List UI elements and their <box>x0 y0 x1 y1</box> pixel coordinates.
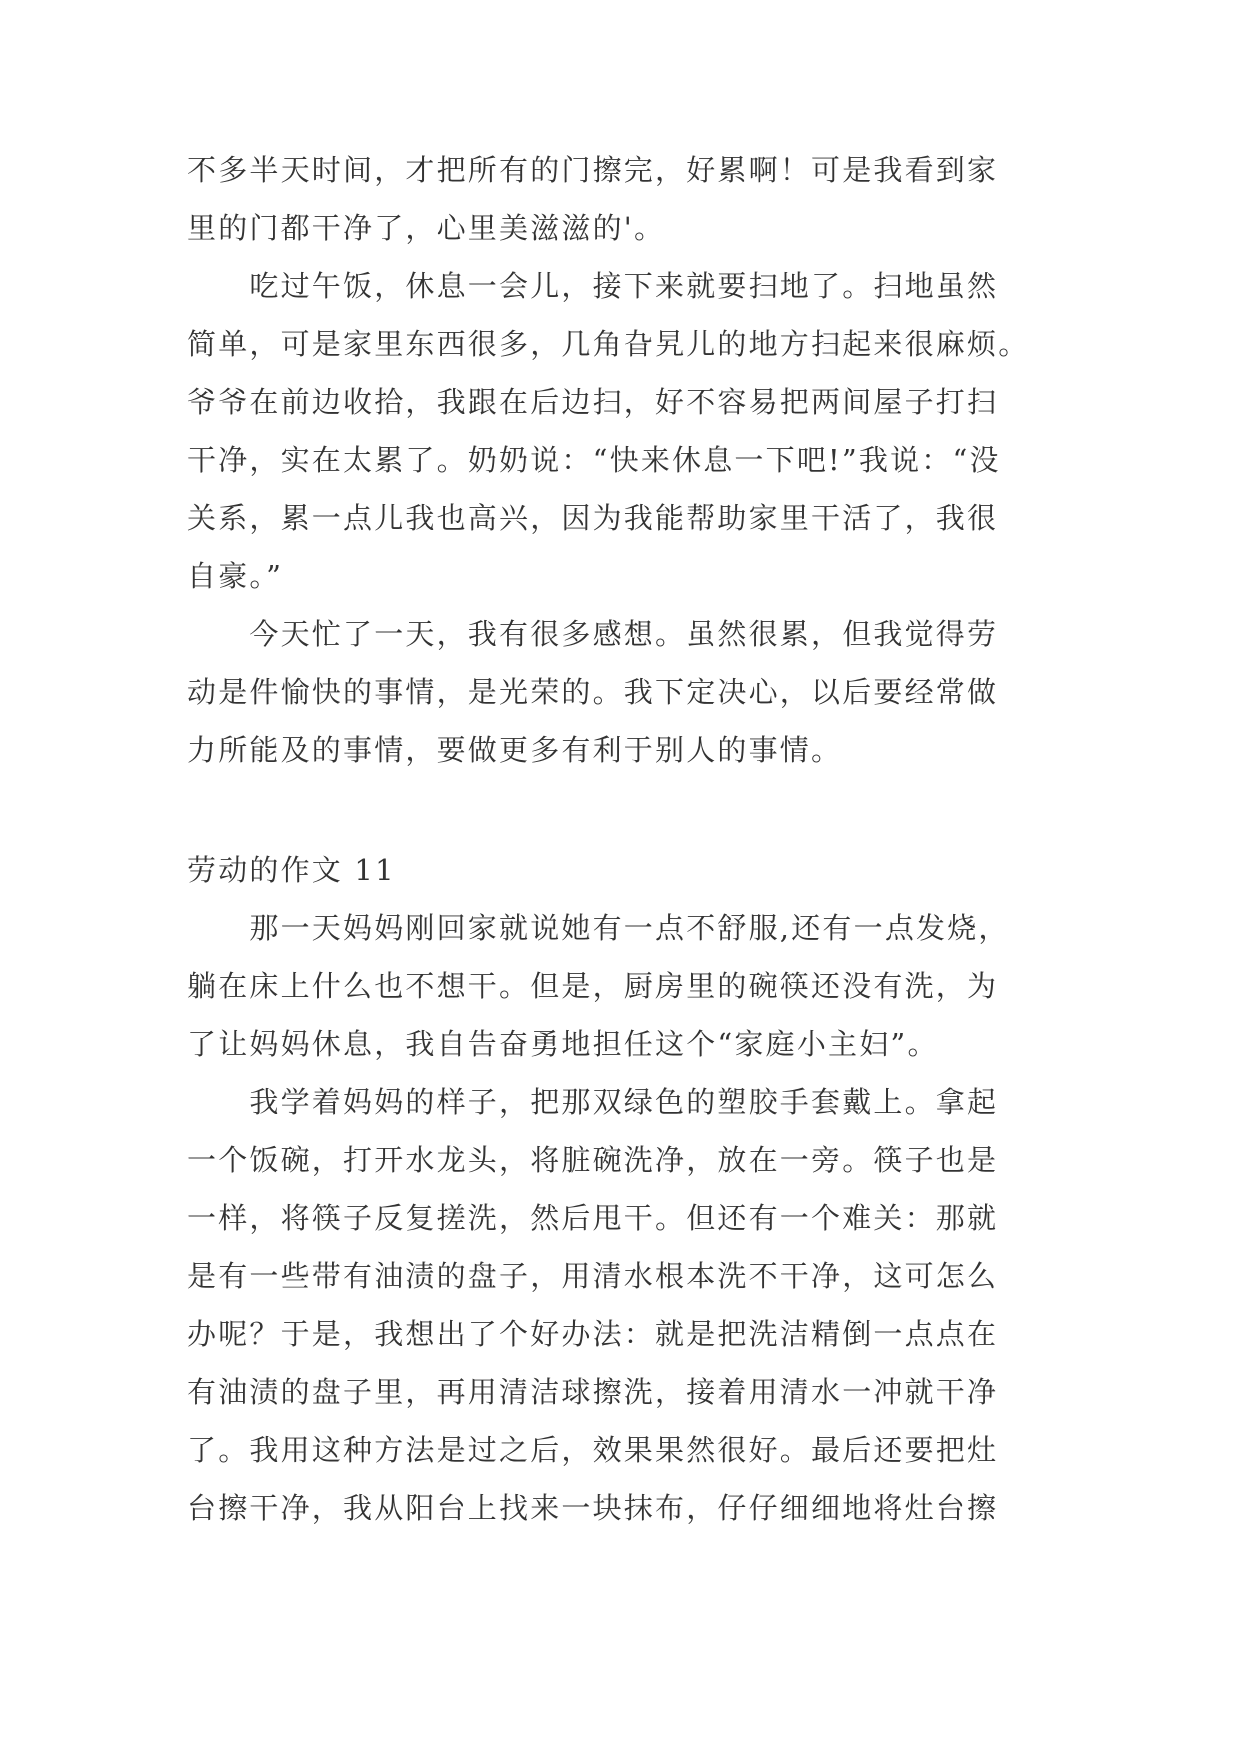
text-line: 不多半天时间，才把所有的门擦完，好累啊！可是我看到家 <box>187 153 999 187</box>
text-line: 关系，累一点儿我也高兴，因为我能帮助家里干活了，我很 <box>187 501 999 535</box>
text-line: 力所能及的事情，要做更多有利于别人的事情。 <box>187 733 843 767</box>
text-line: 那一天妈妈刚回家就说她有一点不舒服,还有一点发烧， <box>187 911 1010 945</box>
text-line: 简单，可是家里东西很多，几角旮旯儿的地方扫起来很麻烦。 <box>187 327 1030 361</box>
text-line: 台擦干净，我从阳台上找来一块抹布，仔仔细细地将灶台擦 <box>187 1491 999 1525</box>
text-line: 吃过午饭，休息一会儿，接下来就要扫地了。扫地虽然 <box>187 269 999 303</box>
text-line: 一样，将筷子反复搓洗，然后甩干。但还有一个难关：那就 <box>187 1201 999 1235</box>
text-line: 今天忙了一天，我有很多感想。虽然很累，但我觉得劳 <box>187 617 999 651</box>
text-line: 有油渍的盘子里，再用清洁球擦洗，接着用清水一冲就干净 <box>187 1375 999 1409</box>
text-line: 爷爷在前边收拾，我跟在后边扫，好不容易把两间屋子打扫 <box>187 385 999 419</box>
text-line: 干净，实在太累了。奶奶说：“快来休息一下吧!”我说：“没 <box>187 443 1001 477</box>
text-line: 里的门都干净了，心里美滋滋的'。 <box>187 211 666 245</box>
text-line: 动是件愉快的事情，是光荣的。我下定决心，以后要经常做 <box>187 675 999 709</box>
text-line: 一个饭碗，打开水龙头，将脏碗洗净，放在一旁。筷子也是 <box>187 1143 999 1177</box>
text-line: 我学着妈妈的样子，把那双绿色的塑胶手套戴上。拿起 <box>187 1085 999 1119</box>
text-line: 是有一些带有油渍的盘子，用清水根本洗不干净，这可怎么 <box>187 1259 999 1293</box>
essay-title: 劳动的作文 11 <box>187 853 396 887</box>
text-line: 办呢？于是，我想出了个好办法：就是把洗洁精倒一点点在 <box>187 1317 999 1351</box>
text-line: 自豪。” <box>187 559 284 593</box>
text-line: 了。我用这种方法是过之后，效果果然很好。最后还要把灶 <box>187 1433 999 1467</box>
text-line: 了让妈妈休息，我自告奋勇地担任这个“家庭小主妇”。 <box>187 1027 939 1061</box>
text-line: 躺在床上什么也不想干。但是，厨房里的碗筷还没有洗，为 <box>187 969 999 1003</box>
